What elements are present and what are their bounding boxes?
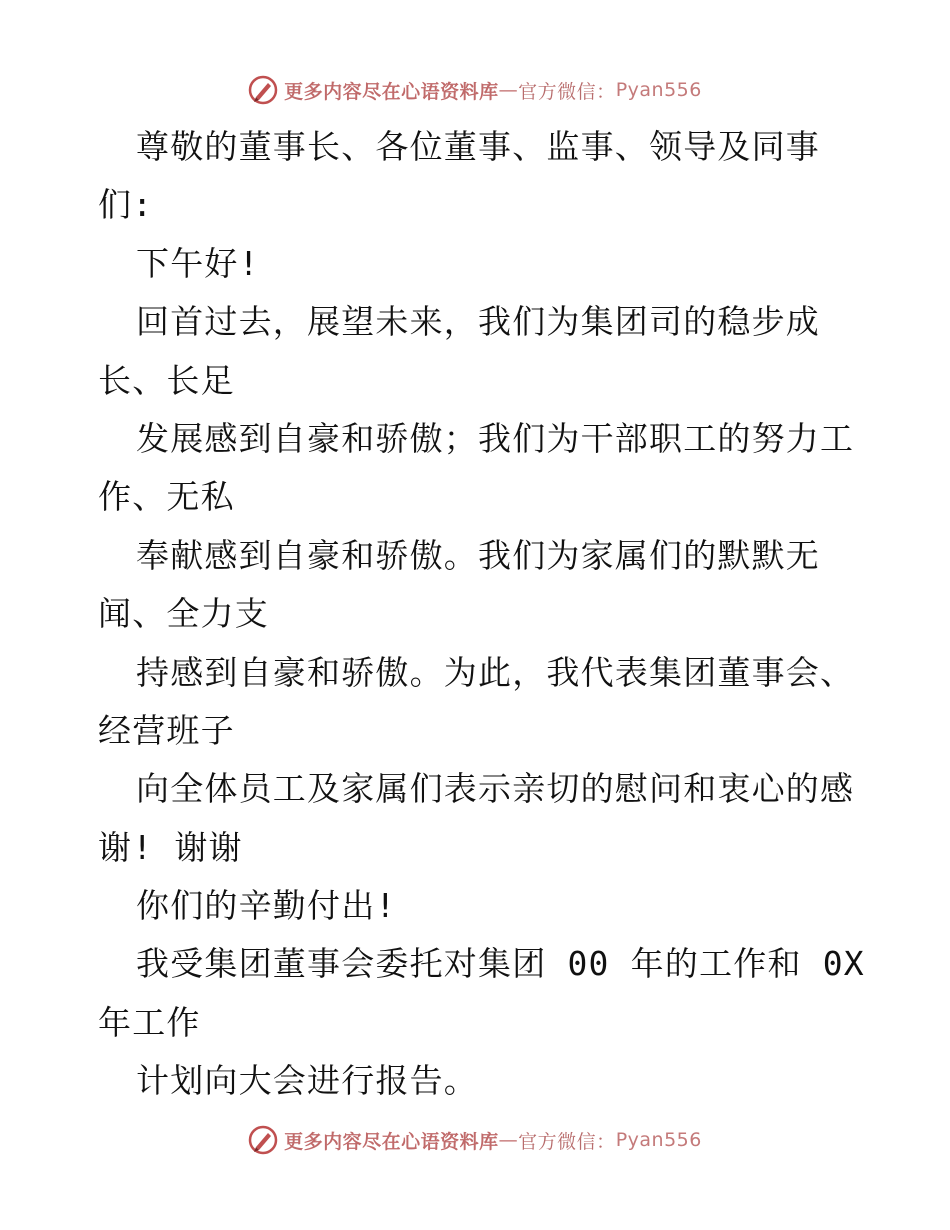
- pen-logo-icon: [248, 75, 278, 105]
- watermark-brand: 更多内容尽在心语资料库: [284, 80, 499, 103]
- text-line: 我受集团董事会委托对集团 00 年的工作和 0X: [136, 944, 865, 984]
- text-line: 回首过去，展望未来，我们为集团司的稳步成: [136, 302, 820, 342]
- text-line: 作、无私: [98, 477, 235, 517]
- text-line: 经营班子: [98, 710, 235, 750]
- text-line: 们:: [98, 185, 154, 225]
- watermark-official-label: 官方微信：: [518, 1130, 616, 1153]
- text-line: 你们的辛勤付出!: [136, 886, 397, 926]
- watermark-dash: —: [498, 79, 519, 101]
- header-watermark: [0, 70, 950, 110]
- document-body: [98, 118, 878, 1111]
- text-line: 计划向大会进行报告。: [136, 1061, 478, 1101]
- watermark-wechat-id: Pyan556: [615, 1129, 702, 1151]
- text-line: 闻、全力支: [98, 594, 269, 634]
- text-line: 谢! 谢谢: [98, 827, 243, 867]
- text-line: 长、长足: [98, 360, 235, 400]
- watermark-wechat-id: Pyan556: [615, 79, 702, 101]
- footer-watermark: [0, 1120, 950, 1160]
- watermark-dash: —: [498, 1129, 519, 1151]
- text-line: 年工作: [98, 1002, 201, 1042]
- text-line: 发展感到自豪和骄傲；我们为干部职工的努力工: [136, 418, 855, 458]
- text-line: 持感到自豪和骄傲。为此，我代表集团董事会、: [136, 652, 855, 692]
- text-line: 奉献感到自豪和骄傲。我们为家属们的默默无: [136, 535, 820, 575]
- text-line: 向全体员工及家属们表示亲切的慰问和衷心的感: [136, 769, 855, 809]
- text-line: 下午好!: [136, 243, 260, 283]
- watermark-official-label: 官方微信：: [518, 80, 616, 103]
- pen-logo-icon: [248, 1125, 278, 1155]
- watermark-brand: 更多内容尽在心语资料库: [284, 1130, 499, 1153]
- text-line: 尊敬的董事长、各位董事、监事、领导及同事: [136, 127, 820, 166]
